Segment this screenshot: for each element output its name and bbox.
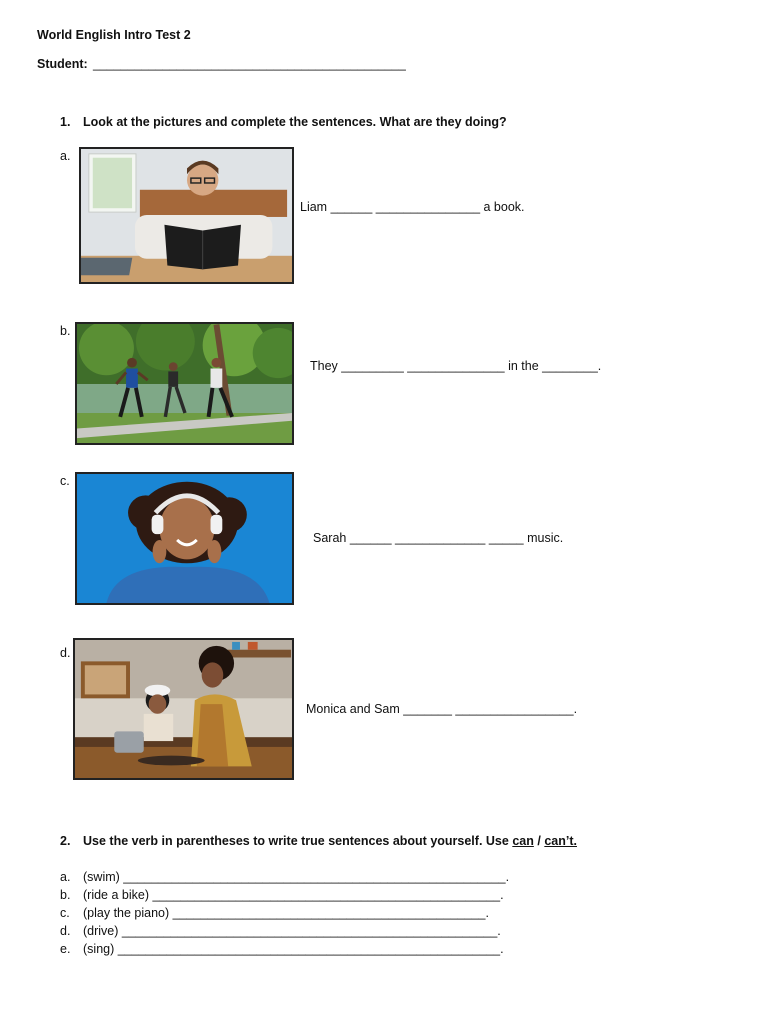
q2c-letter: c.: [60, 906, 70, 920]
q2b-letter: b.: [60, 888, 71, 902]
q1a-sentence[interactable]: Liam ______ _______________ a book.: [300, 200, 525, 214]
q1d-sentence[interactable]: Monica and Sam _______ _________________.: [306, 702, 578, 716]
q2-instruction: [83, 833, 577, 849]
q1-number: 1.: [60, 115, 71, 129]
q1a-letter: a.: [60, 149, 71, 163]
student-label: Student:: [37, 57, 88, 71]
q2e-letter: e.: [60, 942, 71, 956]
photo-people-running-in-park: [75, 322, 294, 445]
q2a-answer-line[interactable]: (swim) _______________________________________________________.: [83, 870, 510, 884]
q2-can: can: [512, 834, 534, 848]
q2e-answer-line[interactable]: (sing) _______________________________________________________.: [83, 942, 504, 956]
photo-woman-with-headphones: [75, 472, 294, 605]
photo-mother-and-child-cooking: [73, 638, 294, 780]
q1c-letter: c.: [60, 474, 70, 488]
q2c-answer-line[interactable]: (play the piano) _____________________________________________.: [83, 906, 489, 920]
q2-instruction-text: Use the verb in parentheses to write true sentences about yourself. Use: [83, 834, 509, 848]
q2d-letter: d.: [60, 924, 71, 938]
q2-cant: can’t.: [544, 834, 577, 848]
q2-slash: /: [537, 834, 541, 848]
q1b-letter: b.: [60, 324, 71, 338]
q2d-answer-line[interactable]: (drive) ______________________________________________________.: [83, 924, 501, 938]
q2b-answer-line[interactable]: (ride a bike) __________________________________________________.: [83, 888, 504, 902]
q1c-sentence[interactable]: Sarah ______ _____________ _____ music.: [313, 531, 564, 545]
q1-instruction: Look at the pictures and complete the sentences. What are they doing?: [83, 115, 507, 129]
q2-number: 2.: [60, 834, 71, 848]
student-name-blank[interactable]: _____________________________________________: [93, 57, 406, 71]
q1b-sentence[interactable]: They _________ ______________ in the ________.: [310, 359, 602, 373]
q2a-letter: a.: [60, 870, 71, 884]
photo-man-reading-book: [79, 147, 294, 284]
q1d-letter: d.: [60, 646, 71, 660]
page-title: World English Intro Test 2: [37, 28, 191, 42]
